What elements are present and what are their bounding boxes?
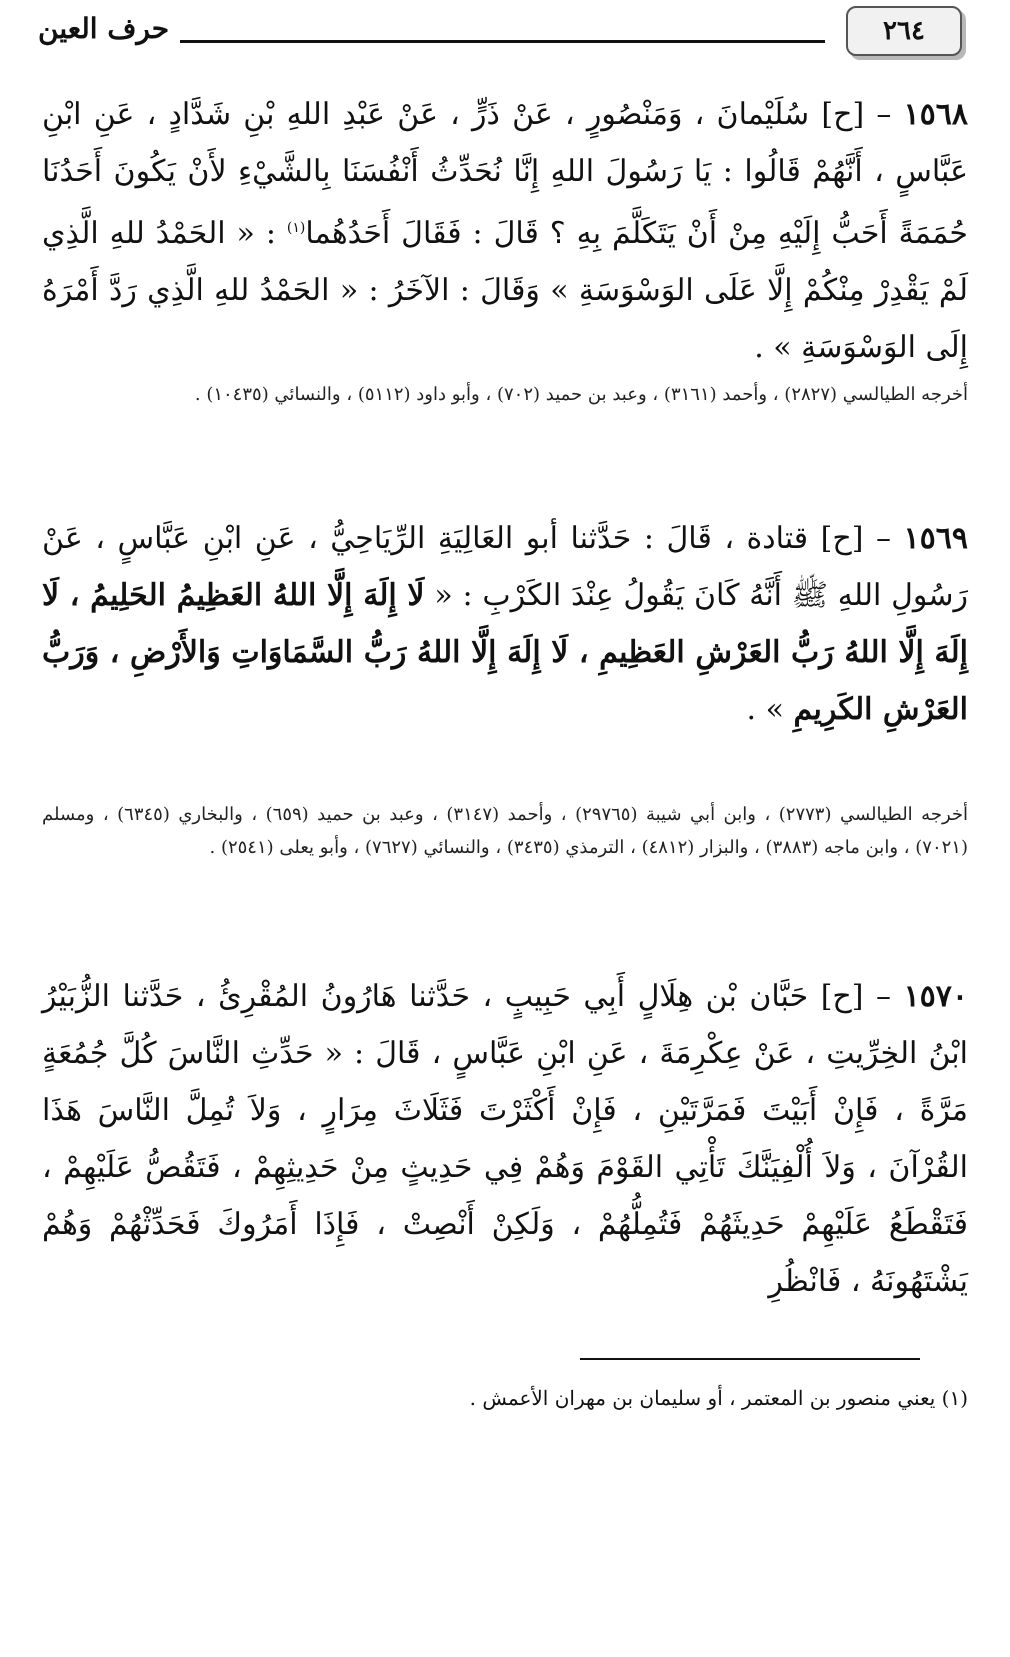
hadith-1568 (42, 86, 968, 376)
hadith-text: – [ح] قتادة ، قَالَ : حَدَّثنا أبو العَالِيَةِ الرِّيَاحِيُّ ، عَنِ ابْنِ عَبَّاسٍ ، عَنْ رَسُولِ اللهِ ﷺ أَنَّهُ كَانَ يَقُولُ عِنْدَ الكَرْبِ : « (42, 521, 968, 613)
hadith-text-after: : « الحَمْدُ للهِ الَّذِي لَمْ يَقْدِرْ مِنْكُمْ إِلَّا عَلَى الوَسْوَسَةِ » وَقَالَ : الآخَرُ : « الحَمْدُ للهِ الَّذِي رَدَّ أَمْرَهُ إِلَى الوَسْوَسَةِ » . (42, 216, 968, 365)
hadith-dua-bold: لَا إِلَهَ إِلَّا اللهُ العَظِيمُ الحَلِيمُ ، لَا إِلَهَ إِلَّا اللهُ رَبُّ العَرْشِ العَظِيمِ ، لَا إِلَهَ إِلَّا اللهُ رَبُّ السَّمَاوَاتِ وَالأَرْضِ ، وَرَبُّ العَرْشِ الكَرِيمِ (42, 578, 968, 727)
footnote: (١) يعني منصور بن المعتمر ، أو سليمان بن مهران الأعمش . (469, 1386, 968, 1410)
hadith-text-after: » . (746, 692, 784, 727)
page-number: ٢٦٤ (883, 16, 925, 46)
hadith-number: ١٥٦٩ (903, 521, 968, 556)
hadith-text: – [ح] سُلَيْمانَ ، وَمَنْصُورٍ ، عَنْ ذَرٍّ ، عَنْ عَبْدِ اللهِ بْنِ شَدَّادٍ ، عَنِ ابْنِ عَبَّاسٍ ، أَنَّهُمْ قَالُوا : يَا رَسُولَ اللهِ إِنَّا نُحَدِّثُ أَنْفُسَنَا بِالشَّيْءِ لأَنْ يَكُونَ أَحَدُنَا حُمَمَةً أَحَبُّ إِلَيْهِ مِنْ أَنْ يَتَكَلَّمَ بِهِ ؟ قَالَ : فَقَالَ أَحَدُهُما (42, 97, 968, 251)
footnote-ref: (١) (286, 220, 306, 236)
hadith-text: – [ح] حَبَّان بْن هِلَالٍ أَبِي حَبِيبٍ ، حَدَّثنا هَارُونُ المُقْرِئُ ، حَدَّثنا الزُّبَيْرُ ابْنُ الخِرِّيتِ ، عَنْ عِكْرِمَةَ ، عَنِ ابْنِ عَبَّاسٍ ، قَالَ : « حَدِّثِ النَّاسَ كُلَّ جُمُعَةٍ مَرَّةً ، فَإِنْ أَبَيْتَ فَمَرَّتَيْنِ ، فَإِنْ أَكْثَرْتَ فَثَلَاثَ مِرَارٍ ، وَلاَ تُمِلَّ النَّاسَ هَذَا القُرْآنَ ، وَلاَ أُلْفِيَنَّكَ تَأْتِي القَوْمَ وَهُمْ فِي حَدِيثٍ مِنْ حَدِيثِهِمْ ، فَتَقُصُّ عَلَيْهِمْ ، فَتَقْطَعُ عَلَيْهِمْ حَدِيثَهُمْ فَتُمِلُّهُمْ ، وَلَكِنْ أَنْصِتْ ، فَإِذَا أَمَرُوكَ فَحَدِّثْهُمْ وَهُمْ يَشْتَهُونَهُ ، فَانْظُرِ (42, 979, 968, 1299)
hadith-number: ١٥٧٠ (903, 979, 969, 1014)
hadith-1569 (42, 510, 968, 738)
takhrij-1569: أخرجه الطيالسي (٢٧٧٣) ، وابن أبي شيبة (٢٩٧٦٥) ، وأحمد (٣١٤٧) ، وعبد بن حميد (٦٥٩) ، والبخاري (٦٣٤٥) ، ومسلم (٧٠٢١) ، وابن ماجه (٣٨٨٣) ، والبزار (٤٨١٢) ، الترمذي (٣٤٣٥) ، والنسائي (٧٦٢٧) ، وأبو يعلى (٢٥٤١) . (42, 804, 969, 858)
page-number-badge (846, 6, 962, 56)
section-title: حرف العين (38, 12, 170, 45)
header-rule (180, 40, 825, 43)
footnote-divider (580, 1358, 920, 1360)
hadith-number: ١٥٦٨ (903, 97, 968, 132)
takhrij-1568: أخرجه الطيالسي (٢٨٢٧) ، وأحمد (٣١٦١) ، وعبد بن حميد (٧٠٢) ، وأبو داود (٥١١٢) ، والنسائي (١٠٤٣٥) . (194, 384, 968, 405)
hadith-1570 (42, 968, 968, 1310)
